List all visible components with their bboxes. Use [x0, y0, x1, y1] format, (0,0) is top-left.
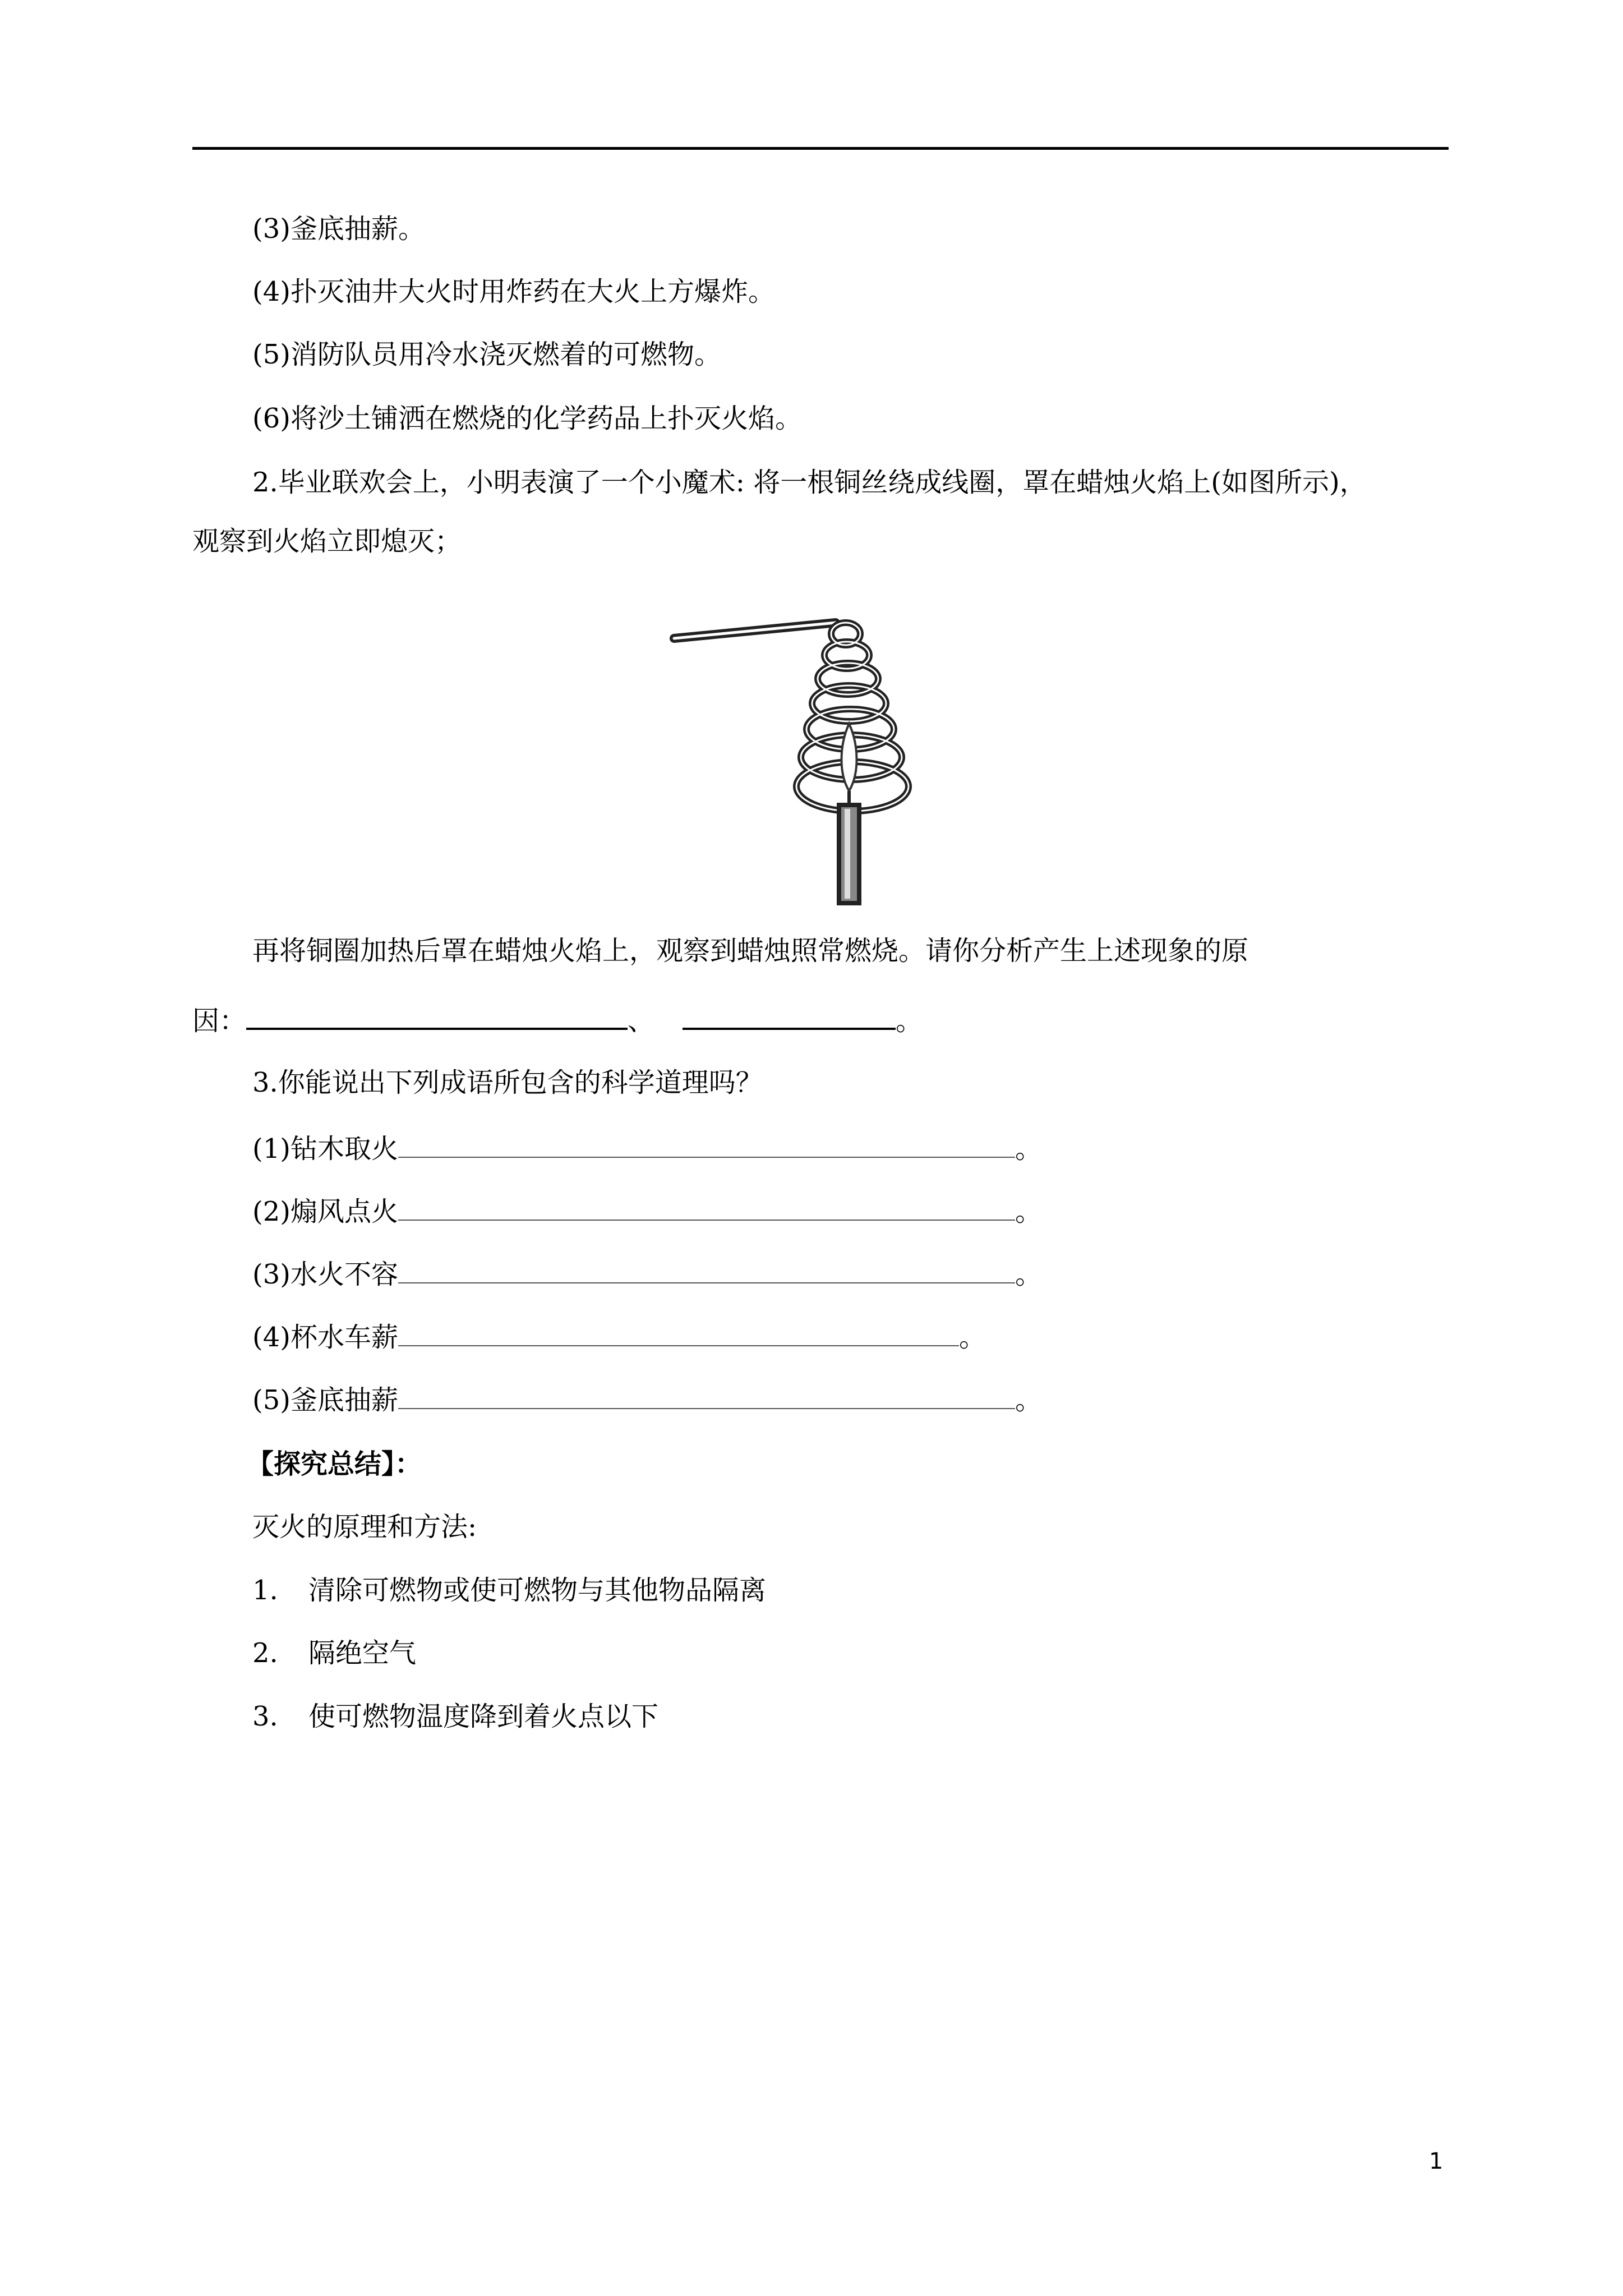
answer-blank[interactable] — [398, 1197, 1015, 1221]
answer-blank[interactable] — [398, 1386, 1015, 1409]
header-rule — [192, 147, 1449, 150]
q2-line1: 2.毕业联欢会上，小明表演了一个小魔术: 将一根铜丝绕成线圈，罩在蜡烛火焰上(如图所示)， — [252, 467, 1367, 498]
q2-reason-prefix: 因： — [192, 1005, 247, 1037]
method-2 — [252, 1636, 416, 1670]
q3-item-end: 。 — [1015, 1259, 1043, 1290]
method-number: 2. — [252, 1637, 278, 1669]
item-5: (5)消防队员用冷水浇灭燃着的可燃物。 — [252, 339, 721, 370]
q3-item-end: 。 — [959, 1322, 986, 1353]
method-text: 清除可燃物或使可燃物与其他物品隔离 — [308, 1575, 767, 1606]
summary-heading: 【探究总结】： — [247, 1448, 422, 1480]
q3-item-4 — [252, 1320, 986, 1354]
q2-end: 。 — [896, 1005, 923, 1037]
answer-blank[interactable] — [398, 1260, 1015, 1283]
page-number: 1 — [1429, 2148, 1444, 2174]
method-number: 3. — [252, 1701, 278, 1732]
q2-line3: 再将铜圈加热后罩在蜡烛火焰上，观察到蜡烛照常燃烧。请你分析产生上述现象的原 — [252, 935, 1249, 967]
item-6: (6)将沙土铺洒在燃烧的化学药品上扑灭火焰。 — [252, 403, 802, 434]
q3-item-end: 。 — [1015, 1133, 1043, 1165]
q3-item-end: 。 — [1015, 1384, 1043, 1416]
q3-item-1 — [252, 1132, 1042, 1166]
q3-title: 3.你能说出下列成语所包含的科学道理吗？ — [252, 1067, 763, 1098]
q2-line4 — [192, 1004, 923, 1038]
q3-item-label: (5)釜底抽薪 — [252, 1384, 398, 1416]
method-1 — [252, 1573, 766, 1607]
answer-blank[interactable] — [398, 1134, 1015, 1158]
method-text: 隔绝空气 — [308, 1637, 417, 1669]
answer-blank-1[interactable] — [246, 1005, 628, 1030]
item-3: (3)釜底抽薪。 — [252, 213, 425, 245]
q2-line2: 观察到火焰立即熄灭； — [192, 526, 462, 557]
method-3 — [252, 1700, 658, 1733]
q3-item-end: 。 — [1015, 1196, 1043, 1227]
q3-item-2 — [252, 1195, 1042, 1228]
answer-blank[interactable] — [398, 1323, 959, 1346]
q3-item-5 — [252, 1383, 1042, 1417]
q3-item-3 — [252, 1258, 1042, 1291]
summary-intro: 灭火的原理和方法: — [252, 1511, 477, 1543]
copper-coil-candle-figure — [667, 611, 937, 909]
item-4: (4)扑灭油井大火时用炸药在大火上方爆炸。 — [252, 276, 775, 307]
q2-separator: 、 — [628, 1005, 655, 1037]
q3-item-label: (1)钻木取火 — [252, 1133, 398, 1165]
method-text: 使可燃物温度降到着火点以下 — [308, 1701, 659, 1732]
q3-item-label: (3)水火不容 — [252, 1259, 398, 1290]
q3-item-label: (2)煽风点火 — [252, 1196, 398, 1227]
q3-item-label: (4)杯水车薪 — [252, 1322, 398, 1353]
answer-blank-2[interactable] — [683, 1005, 896, 1030]
method-number: 1. — [252, 1575, 278, 1606]
